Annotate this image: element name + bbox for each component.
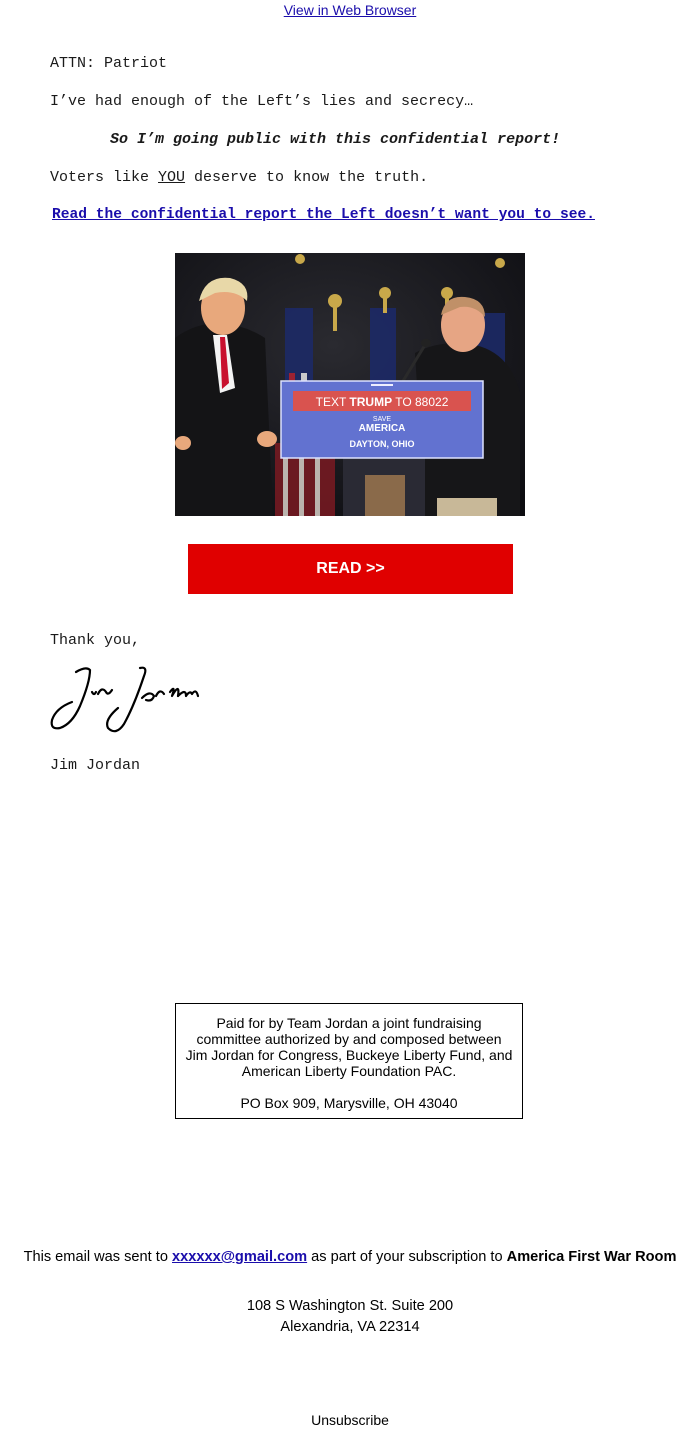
- sent-middle: as part of your subscription to: [307, 1249, 507, 1265]
- emphasis-line: So I’m going public with this confidential report!: [110, 131, 561, 148]
- rally-photo-graphic: [175, 253, 525, 516]
- signature-graphic: [46, 662, 206, 738]
- intro-line: I’ve had enough of the Left’s lies and secrecy…: [50, 93, 474, 110]
- report-link[interactable]: Read the confidential report the Left doesn’t want you to see.: [52, 207, 595, 223]
- podium-text-line: [316, 395, 449, 409]
- address-line-2: Alexandria, VA 22314: [280, 1319, 420, 1335]
- podium-save: SAVE: [372, 416, 392, 423]
- paid-for-text: Paid for by Team Jordan a joint fundraising committee authorized by and composed between Jim Jordan for Congress, Buckeye Liberty Fund, and American Liberty Foundation PAC.: [185, 1015, 513, 1079]
- address-line-1: 108 S Washington St. Suite 200: [246, 1298, 454, 1314]
- podium-location: DAYTON, OHIO: [349, 439, 415, 449]
- podium-text-bold: TRUMP: [349, 395, 393, 409]
- signature: [46, 662, 206, 738]
- recipient-email-link[interactable]: xxxxxx@gmail.com: [172, 1249, 308, 1265]
- unsubscribe-link[interactable]: Unsubscribe: [311, 1412, 389, 1428]
- podium-text-prefix: TEXT: [315, 395, 350, 409]
- podium-america: AMERICA: [358, 423, 406, 434]
- po-box: PO Box 909, Marysville, OH 43040: [240, 1095, 458, 1111]
- podium-text-suffix: TO 88022: [392, 395, 449, 409]
- read-button[interactable]: READ >>: [188, 544, 513, 594]
- view-in-browser-link[interactable]: View in Web Browser: [283, 2, 417, 18]
- mailing-address: [0, 1296, 700, 1338]
- sent-prefix: This email was sent to: [23, 1249, 172, 1265]
- voters-line: [50, 169, 428, 186]
- greeting: ATTN: Patriot: [50, 55, 168, 72]
- voters-line-emphasis: YOU: [158, 169, 186, 186]
- subscription-notice: [0, 1249, 700, 1265]
- voters-line-end: deserve to know the truth.: [185, 169, 429, 186]
- rally-photo[interactable]: [175, 253, 525, 516]
- paid-for-disclaimer: [175, 1003, 523, 1119]
- list-name: America First War Room: [506, 1249, 677, 1265]
- signer-name: Jim Jordan: [50, 757, 141, 774]
- voters-line-start: Voters like: [50, 169, 159, 186]
- closing: Thank you,: [50, 632, 141, 649]
